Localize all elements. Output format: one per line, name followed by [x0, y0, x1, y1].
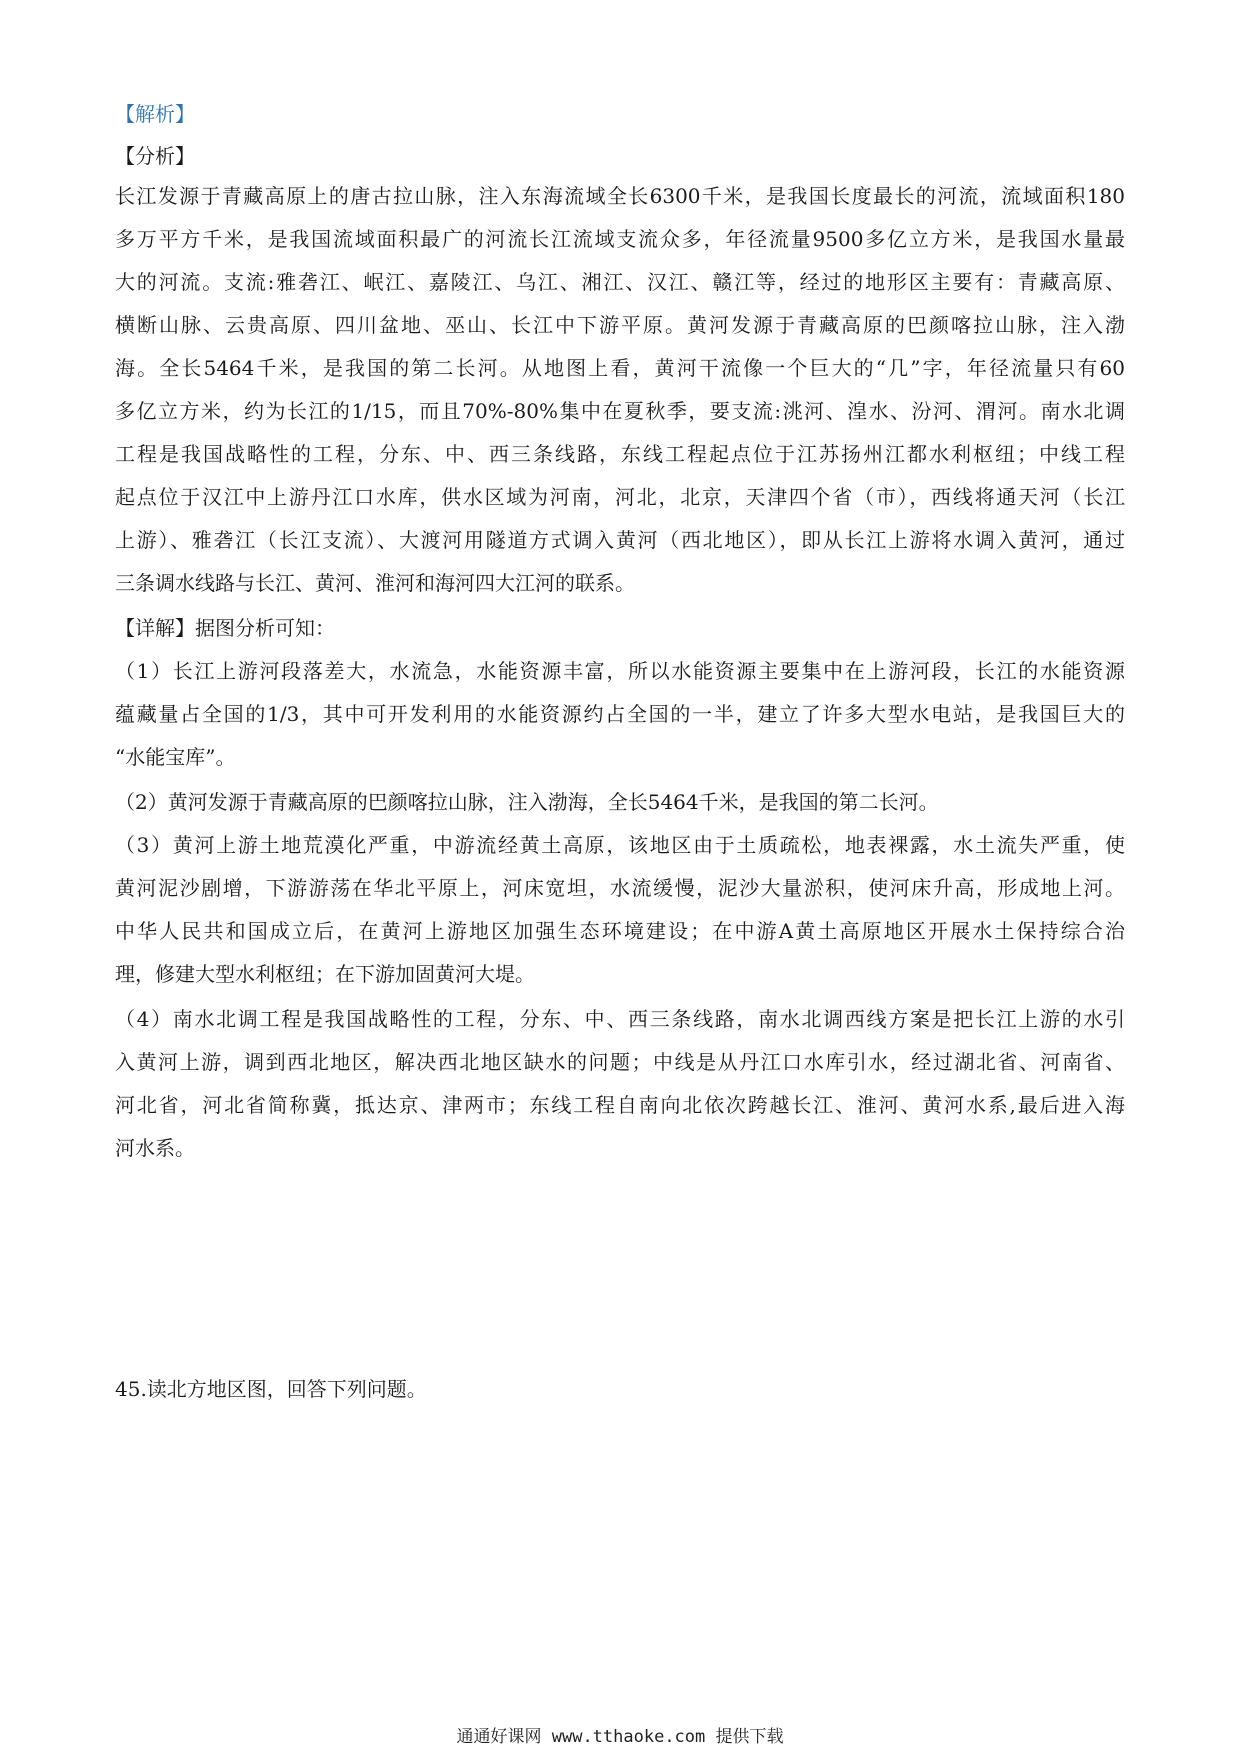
analysis-line: 多万平方千米，是我国流域面积最广的河流长江流域支流众多，年径流量9500多亿立方米，是我国水量最	[115, 227, 1125, 251]
answer-line: 中华人民共和国成立后，在黄河上游地区加强生态环境建设；在中游A黄土高原地区开展水土保持综合治	[115, 919, 1125, 943]
analysis-line: 工程是我国战略性的工程，分东、中、西三条线路，东线工程起点位于江苏扬州江都水利枢纽；中线工程	[115, 442, 1125, 466]
answer-line: （2）黄河发源于青藏高原的巴颜喀拉山脉，注入渤海，全长5464千米，是我国的第二长河。	[115, 790, 939, 814]
answer-line: （1）长江上游河段落差大，水流急，水能资源丰富，所以水能资源主要集中在上游河段，长江的水能资源	[115, 659, 1125, 683]
detail-intro: 【详解】据图分析可知：	[115, 616, 335, 640]
analysis-line: 三条调水线路与长江、黄河、淮河和海河四大江河的联系。	[115, 571, 635, 595]
answer-line: “水能宝库”。	[115, 745, 236, 769]
analysis-line: 上游）、雅砻江（长江支流）、大渡河用隧道方式调入黄河（西北地区），即从长江上游将水调入黄河，通过	[115, 528, 1125, 552]
answer-line: 河水系。	[115, 1136, 195, 1160]
jiexi-heading: 【解析】	[115, 102, 195, 126]
answer-line: 河北省，河北省简称冀，抵达京、津两市；东线工程自南向北依次跨越长江、淮河、黄河水系,最后进入海	[115, 1093, 1125, 1117]
answer-line: （3）黄河上游土地荒漠化严重，中游流经黄土高原，该地区由于土质疏松，地表裸露，水土流失严重，使	[115, 833, 1125, 857]
analysis-line: 横断山脉、云贵高原、四川盆地、巫山、长江中下游平原。黄河发源于青藏高原的巴颜喀拉山脉，注入渤	[115, 313, 1125, 337]
answer-line: 黄河泥沙剧增，下游游荡在华北平原上，河床宽坦，水流缓慢，泥沙大量淤积，使河床升高，形成地上河。	[115, 876, 1125, 900]
answer-line: 蕴藏量占全国的1/3，其中可开发利用的水能资源约占全国的一半，建立了许多大型水电站，是我国巨大的	[115, 702, 1125, 726]
page-footer: 通通好课网 www.tthaoke.com 提供下载	[456, 1727, 784, 1747]
answer-line: 入黄河上游，调到西北地区，解决西北地区缺水的问题；中线是从丹江口水库引水，经过湖北省、河南省、	[115, 1050, 1125, 1074]
fenxi-heading: 【分析】	[115, 144, 195, 168]
answer-line: （4）南水北调工程是我国战略性的工程，分东、中、西三条线路，南水北调西线方案是把长江上游的水引	[115, 1007, 1125, 1031]
analysis-line: 海。全长5464千米，是我国的第二长河。从地图上看，黄河干流像一个巨大的“几”字，年径流量只有60	[115, 356, 1125, 380]
answer-line: 理，修建大型水利枢纽；在下游加固黄河大堤。	[115, 962, 535, 986]
question-45: 45.读北方地区图，回答下列问题。	[115, 1377, 427, 1401]
analysis-line: 起点位于汉江中上游丹江口水库，供水区域为河南，河北，北京，天津四个省（市），西线将通天河（长江	[115, 485, 1125, 509]
analysis-line: 多亿立方米，约为长江的1/15，而且70%-80%集中在夏秋季，要支流:洮河、湟水、汾河、渭河。南水北调	[115, 399, 1125, 423]
analysis-line: 长江发源于青藏高原上的唐古拉山脉，注入东海流域全长6300千米，是我国长度最长的河流，流域面积180	[115, 184, 1125, 208]
analysis-line: 大的河流。支流:雅砻江、岷江、嘉陵江、乌江、湘江、汉江、赣江等，经过的地形区主要有：青藏高原、	[115, 270, 1125, 294]
